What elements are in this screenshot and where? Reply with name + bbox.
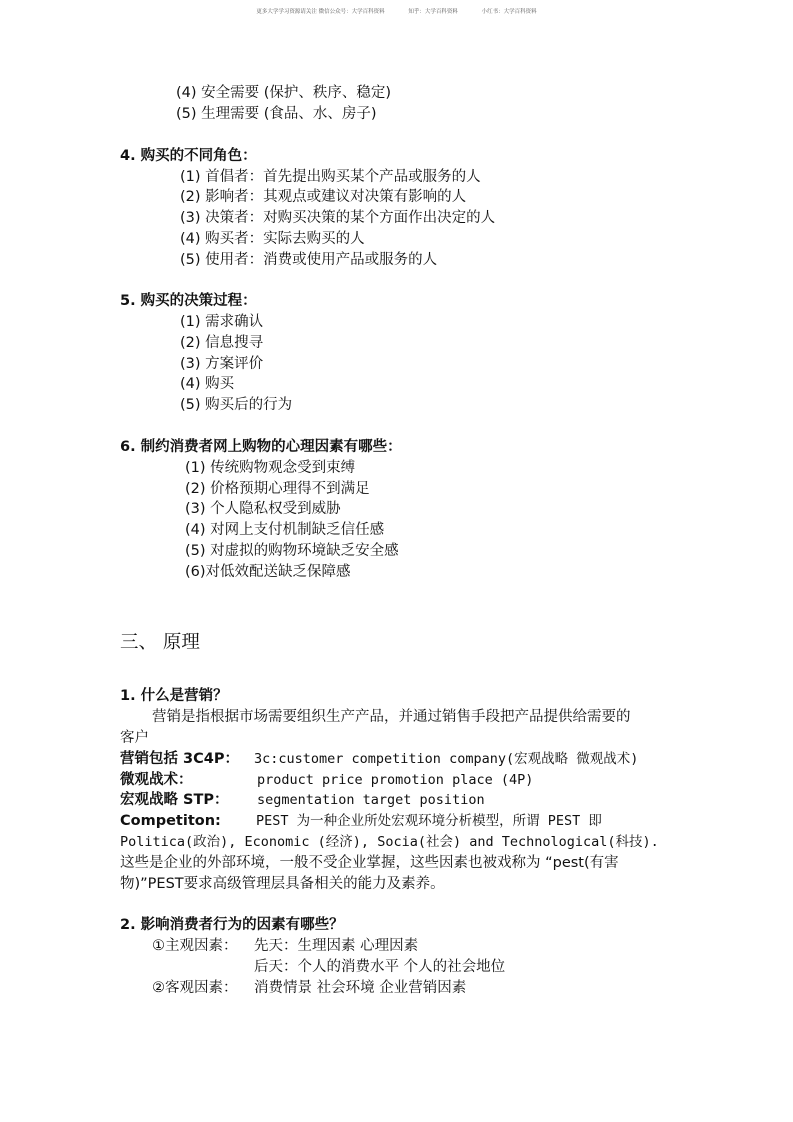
list-item: (5) 购买后的行为: [180, 397, 293, 413]
needs-item: (4) 安全需要 (保护、秩序、稳定): [176, 85, 392, 101]
list-item: (1) 需求确认: [180, 314, 264, 330]
paragraph-line: Politica(政治), Economic (经济), Socia(社会) and Technological(科技).: [120, 834, 659, 850]
factor-line: 消费情景 社会环境 企业营销因素: [254, 980, 467, 996]
list-item: (4) 购买者：实际去购买的人: [180, 231, 365, 247]
question-heading-marketing: 1. 什么是营销？: [120, 688, 228, 704]
section-heading-psych: 6. 制约消费者网上购物的心理因素有哪些：: [120, 439, 402, 455]
list-item: (1) 首倡者：首先提出购买某个产品或服务的人: [180, 169, 481, 185]
definition-line: 营销是指根据市场需要组织生产产品，并通过销售手段把产品提供给需要的: [152, 709, 631, 725]
definition-line: 客户: [120, 730, 149, 746]
term-label: 微观战术：: [120, 772, 193, 788]
term-value: PEST 为一种企业所处宏观环境分析模型，所谓 PEST 即: [256, 813, 602, 829]
factor-line: 先天：生理因素 心理因素: [254, 938, 419, 954]
list-item: (5) 使用者：消费或使用产品或服务的人: [180, 252, 438, 268]
header-xiaohongshu: 小红书：大学百科资料: [481, 9, 537, 15]
section-heading-roles: 4. 购买的不同角色：: [120, 148, 257, 164]
header-zhihu: 知乎：大学百科资料: [408, 9, 458, 15]
term-value: 3c:customer competition company(宏观战略 微观战术): [254, 751, 639, 767]
part-heading-principles: 三、 原理: [120, 632, 200, 653]
list-item: (2) 价格预期心理得不到满足: [185, 481, 370, 497]
term-value: segmentation target position: [257, 792, 485, 808]
term-label: Competiton:: [120, 813, 221, 829]
factor-line: 后天：个人的消费水平 个人的社会地位: [254, 959, 506, 975]
needs-item: (5) 生理需要 (食品、水、房子): [176, 106, 377, 122]
page-header: [0, 7, 793, 15]
list-item: (3) 方案评价: [180, 356, 264, 372]
list-item: (4) 对网上支付机制缺乏信任感: [185, 522, 385, 538]
list-item: (5) 对虚拟的购物环境缺乏安全感: [185, 543, 399, 559]
factor-label: ②客观因素：: [152, 980, 238, 996]
factor-label: ①主观因素：: [152, 938, 238, 954]
list-item: (6)对低效配送缺乏保障感: [185, 564, 351, 580]
paragraph-line: 这些是企业的外部环境，一般不受企业掌握，这些因素也被戏称为 “pest(有害: [120, 855, 619, 871]
term-label: 宏观战略 STP：: [120, 792, 229, 808]
paragraph-line: 物)”PEST要求高级管理层具备相关的能力及素养。: [120, 876, 445, 892]
list-item: (1) 传统购物观念受到束缚: [185, 460, 356, 476]
list-item: (4) 购买: [180, 376, 235, 392]
list-item: (3) 个人隐私权受到威胁: [185, 501, 341, 517]
list-item: (2) 信息搜寻: [180, 335, 264, 351]
question-heading-factors: 2. 影响消费者行为的因素有哪些？: [120, 917, 344, 933]
term-value: product price promotion place (4P): [257, 772, 534, 788]
term-label: 营销包括 3C4P：: [120, 751, 239, 767]
list-item: (2) 影响者：其观点或建议对决策有影响的人: [180, 189, 467, 205]
section-heading-decision: 5. 购买的决策过程：: [120, 293, 257, 309]
header-wechat: 更多大学学习资源请关注 微信公众号：大学百科资料: [256, 9, 385, 15]
list-item: (3) 决策者：对购买决策的某个方面作出决定的人: [180, 210, 496, 226]
